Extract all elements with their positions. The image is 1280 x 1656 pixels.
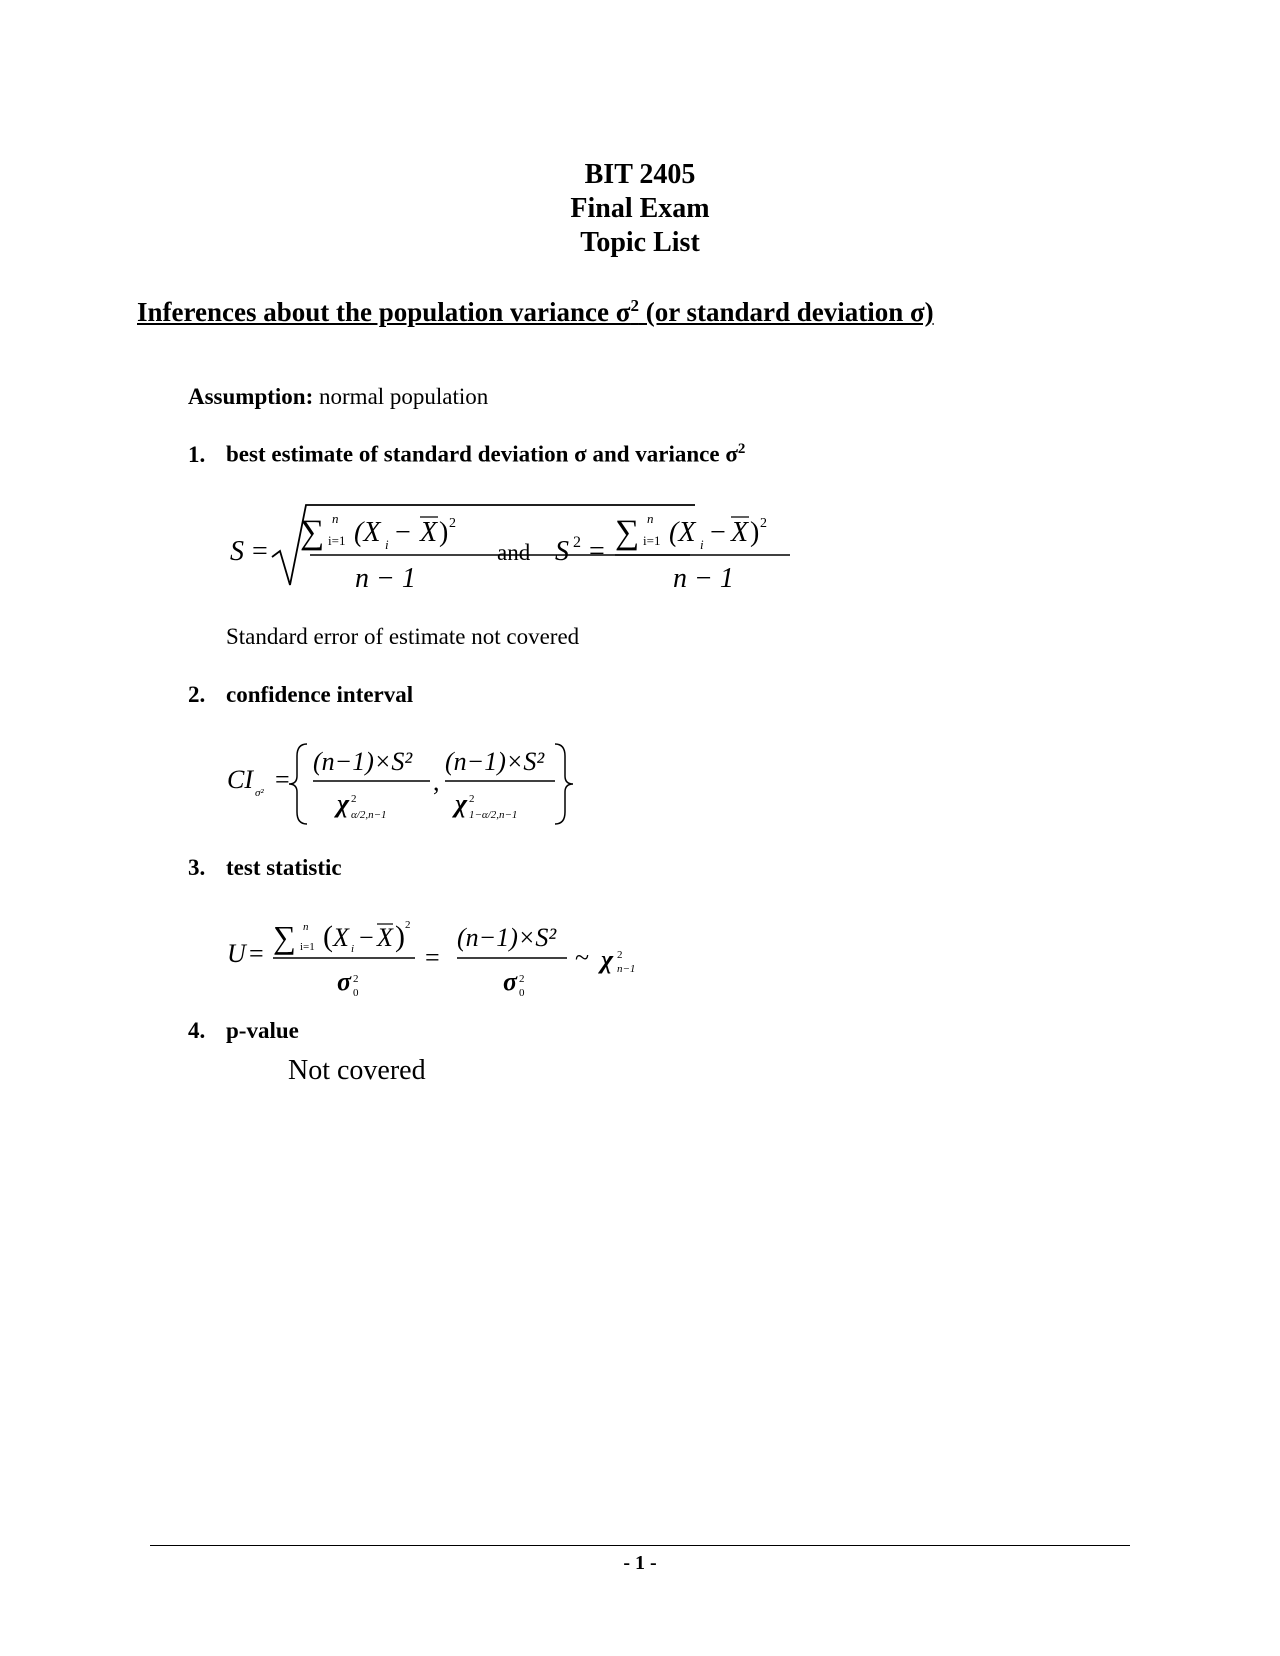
denominator-1: n − 1 <box>355 563 416 594</box>
svg-text:∑: ∑ <box>615 514 640 551</box>
sum-upper: n <box>332 511 339 526</box>
pvalue-note: Not covered <box>288 1055 426 1086</box>
svg-text:CI: CI <box>227 765 253 794</box>
svg-text:0: 0 <box>519 987 525 999</box>
test-statistic-formula <box>225 912 645 1002</box>
svg-text:2: 2 <box>760 516 767 531</box>
numerator-1: (X <box>354 517 381 548</box>
equals-sign-1: = <box>252 536 268 567</box>
svg-text:): ) <box>395 920 405 953</box>
course-title: BIT 2405 <box>584 159 696 190</box>
assumption-line <box>188 384 488 410</box>
svg-text:(: ( <box>323 920 333 953</box>
item-1-heading: 1. best estimate of standard deviation σ and variance $\sigma^2$ <box>188 441 746 467</box>
page-number: - 1 - <box>623 1552 657 1574</box>
std-error-note: Standard error of estimate not covered <box>226 624 580 649</box>
svg-text:i: i <box>351 943 355 955</box>
svg-text:σ²: σ² <box>255 787 264 799</box>
svg-text:χ: χ <box>601 945 614 974</box>
svg-text:n − 1: n − 1 <box>673 563 734 594</box>
svg-text:=: = <box>249 939 264 968</box>
assumption-value: normal population <box>313 384 489 409</box>
svg-text:σ: σ <box>337 967 352 996</box>
svg-text:2: 2 <box>617 949 623 961</box>
svg-text:(n−1)×S²: (n−1)×S² <box>457 923 557 952</box>
assumption-label: Assumption: <box>188 384 314 409</box>
svg-text:X: X <box>333 923 349 952</box>
svg-text:n−1: n−1 <box>617 963 636 975</box>
svg-text:): ) <box>439 517 449 548</box>
svg-text:n: n <box>647 511 654 526</box>
svg-text:−: − <box>359 923 374 952</box>
svg-text:2: 2 <box>469 793 475 805</box>
svg-text:χ: χ <box>337 789 350 818</box>
section-heading: Inferences about the population variance $\sigma^2$ (or standard deviation σ) <box>137 296 934 327</box>
svg-text:χ: χ <box>455 789 468 818</box>
topic-list-title: Topic List <box>580 227 700 258</box>
svg-text:i=1: i=1 <box>643 533 661 548</box>
svg-text:1−α/2,n−1: 1−α/2,n−1 <box>469 809 518 821</box>
svg-text:i: i <box>700 537 704 552</box>
svg-text:=: = <box>589 536 605 567</box>
svg-text:(n−1)×S²: (n−1)×S² <box>313 747 413 776</box>
svg-text:−: − <box>710 517 726 548</box>
svg-text:2: 2 <box>573 534 581 551</box>
svg-text:2: 2 <box>519 973 525 985</box>
svg-text:S: S <box>555 536 569 567</box>
svg-text:X: X <box>731 517 749 548</box>
svg-text:α/2,n−1: α/2,n−1 <box>351 809 387 821</box>
confidence-interval-formula <box>225 738 585 828</box>
svg-text:0: 0 <box>353 987 359 999</box>
svg-text:i=1: i=1 <box>300 941 315 953</box>
svg-text:n: n <box>303 921 309 933</box>
footer-rule <box>150 1545 1130 1546</box>
sample-variance-formula <box>555 495 805 605</box>
s-symbol: S <box>230 536 244 567</box>
svg-text:2: 2 <box>405 919 411 931</box>
sum-lower: i=1 <box>328 533 346 548</box>
svg-text:~: ~ <box>575 943 590 972</box>
item-2-heading: 2. confidence interval <box>188 682 414 707</box>
svg-text:(X: (X <box>669 517 696 548</box>
exam-title: Final Exam <box>570 193 710 224</box>
svg-text:=: = <box>425 943 440 972</box>
svg-text:−: − <box>395 517 411 548</box>
and-word: and <box>497 540 531 565</box>
svg-text:i: i <box>385 537 389 552</box>
item-4-heading: 4. p-value <box>188 1018 299 1043</box>
svg-text:(n−1)×S²: (n−1)×S² <box>445 747 545 776</box>
svg-text:,: , <box>433 767 440 796</box>
svg-text:X: X <box>420 517 438 548</box>
svg-text:2: 2 <box>449 516 456 531</box>
item-3-heading: 3. test statistic <box>188 855 342 880</box>
svg-text:∑: ∑ <box>273 919 296 955</box>
svg-text:X: X <box>377 923 393 952</box>
svg-text:): ) <box>750 517 760 548</box>
svg-text:U: U <box>227 939 246 968</box>
svg-text:2: 2 <box>351 793 357 805</box>
svg-text:σ: σ <box>503 967 518 996</box>
svg-text:=: = <box>275 765 290 794</box>
svg-text:2: 2 <box>353 973 359 985</box>
sum-icon: ∑ <box>300 514 325 551</box>
